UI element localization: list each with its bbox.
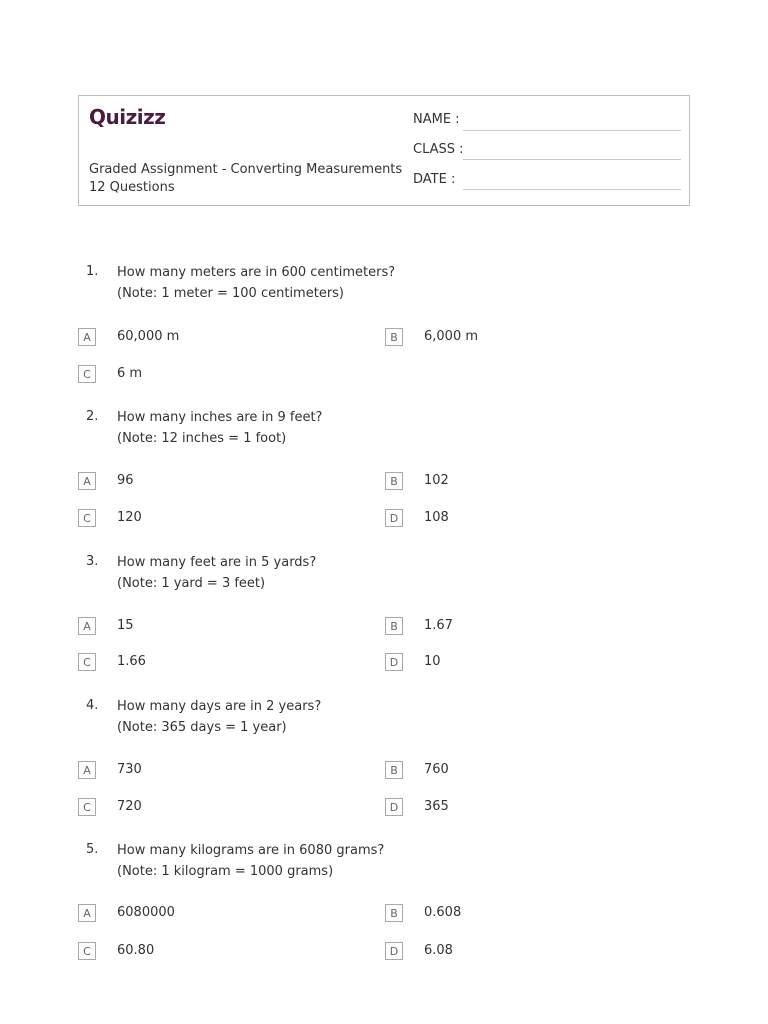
question-note: (Note: 1 yard = 3 feet)	[117, 576, 266, 591]
option-letter-box[interactable]: A	[78, 904, 96, 922]
date-label: DATE :	[413, 172, 456, 187]
option-letter-box[interactable]: C	[78, 942, 96, 960]
option-text: 96	[117, 473, 134, 488]
option-text: 6080000	[117, 905, 175, 920]
option-letter-box[interactable]: A	[78, 472, 96, 490]
option-text: 730	[117, 762, 142, 777]
option-text: 6 m	[117, 366, 143, 381]
option-letter-box[interactable]: B	[385, 761, 403, 779]
date-field[interactable]	[463, 189, 681, 190]
question-note: (Note: 1 kilogram = 1000 grams)	[117, 864, 334, 879]
class-field[interactable]	[463, 159, 681, 160]
option-letter-box[interactable]: B	[385, 617, 403, 635]
question-text: How many feet are in 5 yards?	[117, 555, 317, 570]
option-text: 365	[424, 799, 449, 814]
option-text: 0.608	[424, 905, 462, 920]
option-text: 15	[117, 618, 134, 633]
question-text: How many kilograms are in 6080 grams?	[117, 843, 385, 858]
option-text: 1.67	[424, 618, 453, 633]
question-text: How many days are in 2 years?	[117, 699, 322, 714]
option-letter-box[interactable]: A	[78, 328, 96, 346]
option-letter-box[interactable]: C	[78, 653, 96, 671]
option-text: 6,000 m	[424, 329, 479, 344]
question-text: How many inches are in 9 feet?	[117, 410, 323, 425]
option-letter-box[interactable]: D	[385, 653, 403, 671]
option-text: 10	[424, 654, 441, 669]
option-letter-box[interactable]: A	[78, 761, 96, 779]
option-letter-box[interactable]: B	[385, 904, 403, 922]
question-count: 12 Questions	[89, 180, 175, 195]
option-text: 6.08	[424, 943, 453, 958]
option-letter-box[interactable]: B	[385, 472, 403, 490]
option-text: 1.66	[117, 654, 146, 669]
question-number: 3.	[86, 554, 99, 569]
option-letter-box[interactable]: D	[385, 798, 403, 816]
assignment-title: Graded Assignment - Converting Measurements	[89, 162, 403, 177]
question-text: How many meters are in 600 centimeters?	[117, 265, 396, 280]
question-note: (Note: 365 days = 1 year)	[117, 720, 287, 735]
option-letter-box[interactable]: C	[78, 798, 96, 816]
option-letter-box[interactable]: D	[385, 942, 403, 960]
option-letter-box[interactable]: C	[78, 365, 96, 383]
option-letter-box[interactable]: A	[78, 617, 96, 635]
option-text: 760	[424, 762, 449, 777]
option-letter-box[interactable]: D	[385, 509, 403, 527]
option-text: 120	[117, 510, 142, 525]
name-label: NAME :	[413, 112, 460, 127]
question-number: 4.	[86, 698, 99, 713]
option-text: 108	[424, 510, 449, 525]
worksheet-header	[78, 95, 690, 206]
option-letter-box[interactable]: B	[385, 328, 403, 346]
option-text: 720	[117, 799, 142, 814]
option-text: 102	[424, 473, 449, 488]
question-number: 5.	[86, 842, 99, 857]
option-letter-box[interactable]: C	[78, 509, 96, 527]
question-note: (Note: 1 meter = 100 centimeters)	[117, 286, 345, 301]
question-note: (Note: 12 inches = 1 foot)	[117, 431, 287, 446]
option-text: 60,000 m	[117, 329, 180, 344]
class-label: CLASS :	[413, 142, 464, 157]
question-number: 1.	[86, 264, 99, 279]
name-field[interactable]	[463, 130, 681, 131]
quizizz-logo: Quizizz	[89, 105, 166, 129]
option-text: 60.80	[117, 943, 155, 958]
question-number: 2.	[86, 409, 99, 424]
